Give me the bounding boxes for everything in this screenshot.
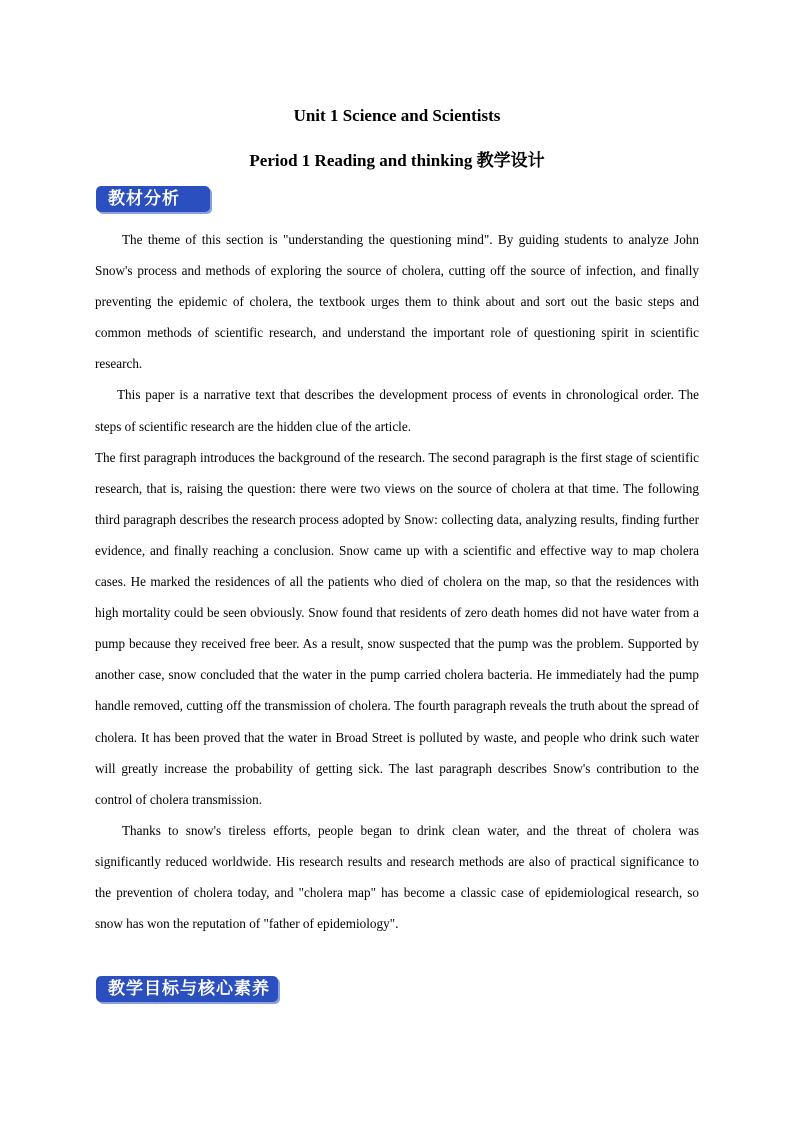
unit-title: Unit 1 Science and Scientists: [293, 106, 501, 125]
section-badge-teaching-goals: 教学目标与核心素养: [96, 976, 278, 1002]
paragraph-theme: The theme of this section is "understanding the questioning mind". By guiding students to analyze John Snow's process and methods of exploring the source of cholera, cutting off the source of infection, and finally preventing the epidemic of cholera, the textbook urges them to think about and sort out the basic steps and common methods of scientific research, and understand the important role of questioning spirit in scientific research.: [95, 232, 699, 372]
period-title: Period 1 Reading and thinking 教学设计: [249, 151, 545, 170]
body-text: [95, 224, 699, 939]
paragraph-significance: Thanks to snow's tireless efforts, people began to drink clean water, and the threat of cholera was significantly reduced worldwide. His research results and research methods are also of practical significance to the prevention of cholera today, and "cholera map" has become a classic case of epidemiological research, so snow has won the reputation of "father of epidemiology".: [95, 822, 699, 932]
section-badge-textbook-analysis: 教材分析: [96, 186, 210, 212]
paragraph-text-type: This paper is a narrative text that describes the development process of events in chronological order. The steps of scientific research are the hidden clue of the article.: [95, 387, 699, 434]
paragraph-structure: The first paragraph introduces the background of the research. The second paragraph is the first stage of scientific research, that is, raising the question: there were two views on the source of cholera at that time. The following third paragraph describes the research process adopted by Snow: collecting data, analyzing results, finding further evidence, and finally reaching a conclusion. Snow came up with a scientific and effective way to map cholera cases. He marked the residences of all the patients who died of cholera on the map, so that the residences with high mortality could be seen obviously. Snow found that residents of zero death homes did not have water from a pump because they received free beer. As a result, snow suspected that the pump was the problem. Supported by another case, snow concluded that the water in the pump carried cholera bacteria. He immediately had the pump handle removed, cutting off the transmission of cholera. The fourth paragraph reveals the truth about the spread of cholera. It has been proved that the water in Broad Street is polluted by waste, and people who drink such water will greatly increase the probability of getting sick. The last paragraph describes Snow's contribution to the control of cholera transmission.: [95, 449, 699, 807]
